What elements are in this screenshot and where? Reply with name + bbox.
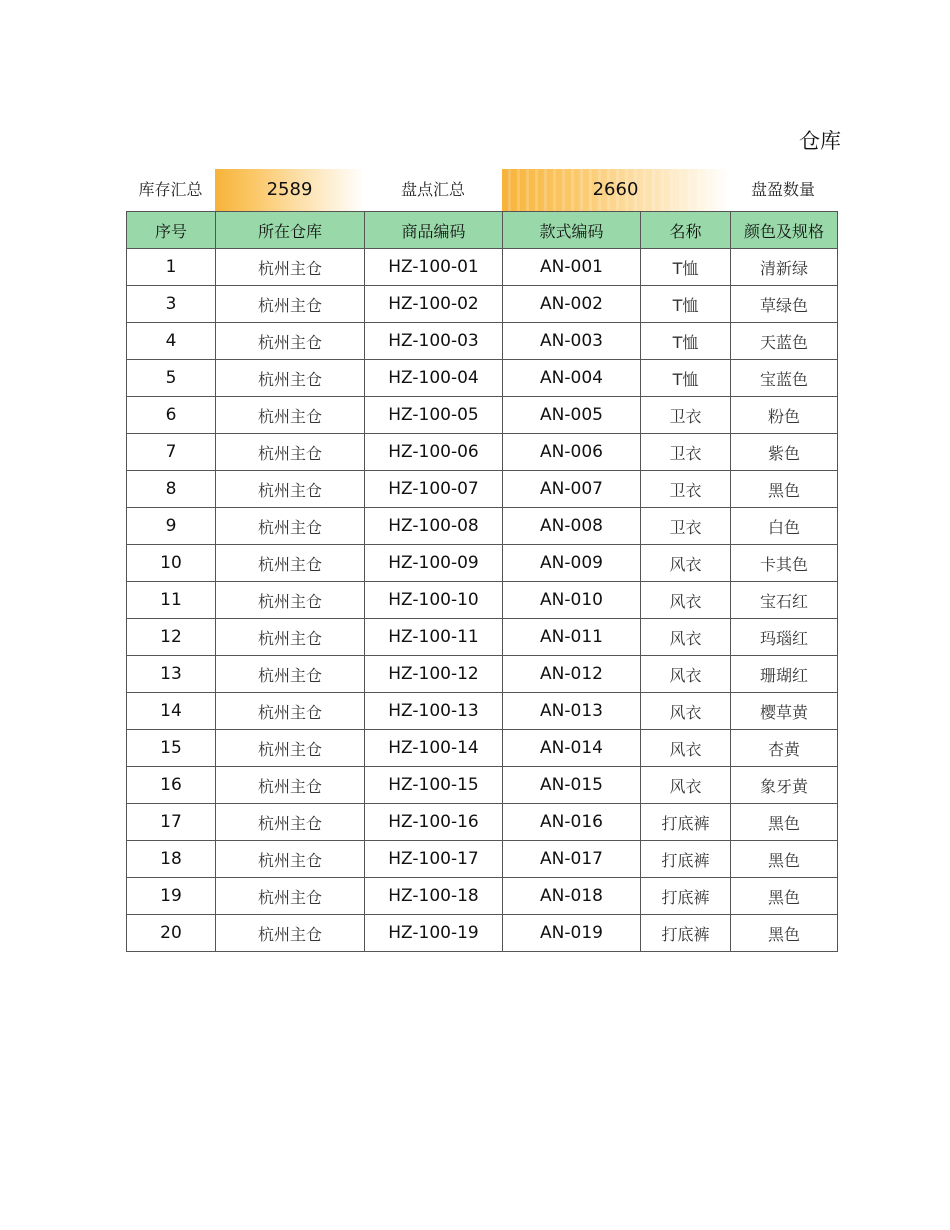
style-code-cell[interactable]: AN-009 (503, 545, 641, 582)
style-code-cell[interactable]: AN-002 (503, 286, 641, 323)
table-row (127, 545, 838, 582)
style-code-cell[interactable]: AN-004 (503, 360, 641, 397)
product-code-cell[interactable]: HZ-100-13 (365, 693, 503, 730)
product-code-cell[interactable]: HZ-100-18 (365, 878, 503, 915)
seq-cell[interactable]: 5 (127, 360, 216, 397)
name-cell[interactable]: 风衣 (641, 730, 731, 767)
warehouse-cell[interactable]: 杭州主仓 (216, 841, 365, 878)
color-spec-cell[interactable]: 黑色 (731, 841, 838, 878)
name-cell[interactable]: 打底裤 (641, 804, 731, 841)
seq-cell[interactable]: 12 (127, 619, 216, 656)
color-spec-cell[interactable]: 珊瑚红 (731, 656, 838, 693)
table-row (127, 656, 838, 693)
style-code-cell[interactable]: AN-006 (503, 434, 641, 471)
product-code-cell[interactable]: HZ-100-09 (365, 545, 503, 582)
seq-cell[interactable]: 19 (127, 878, 216, 915)
style-code-cell[interactable]: AN-005 (503, 397, 641, 434)
warehouse-cell[interactable]: 杭州主仓 (216, 286, 365, 323)
seq-cell[interactable]: 6 (127, 397, 216, 434)
name-cell[interactable]: 打底裤 (641, 878, 731, 915)
name-cell[interactable]: 风衣 (641, 767, 731, 804)
product-code-cell[interactable]: HZ-100-10 (365, 582, 503, 619)
style-code-cell[interactable]: AN-001 (503, 249, 641, 286)
color-spec-cell[interactable]: 宝蓝色 (731, 360, 838, 397)
seq-cell[interactable]: 8 (127, 471, 216, 508)
product-code-cell[interactable]: HZ-100-14 (365, 730, 503, 767)
seq-cell[interactable]: 7 (127, 434, 216, 471)
color-spec-cell[interactable]: 象牙黄 (731, 767, 838, 804)
style-code-cell[interactable]: AN-019 (503, 915, 641, 952)
table-row (127, 508, 838, 545)
style-code-cell[interactable]: AN-011 (503, 619, 641, 656)
seq-cell[interactable]: 13 (127, 656, 216, 693)
header-cell: 颜色及规格 (731, 212, 838, 249)
color-spec-cell[interactable]: 紫色 (731, 434, 838, 471)
style-code-cell[interactable]: AN-017 (503, 841, 641, 878)
product-code-cell[interactable]: HZ-100-19 (365, 915, 503, 952)
style-code-cell[interactable]: AN-003 (503, 323, 641, 360)
header-cell: 商品编码 (365, 212, 503, 249)
color-spec-cell[interactable]: 天蓝色 (731, 323, 838, 360)
warehouse-cell[interactable]: 杭州主仓 (216, 582, 365, 619)
product-code-cell[interactable]: HZ-100-17 (365, 841, 503, 878)
name-cell[interactable]: 打底裤 (641, 915, 731, 952)
color-spec-cell[interactable]: 卡其色 (731, 545, 838, 582)
seq-cell[interactable]: 17 (127, 804, 216, 841)
name-cell[interactable]: 风衣 (641, 582, 731, 619)
product-code-cell[interactable]: HZ-100-06 (365, 434, 503, 471)
table-row (127, 730, 838, 767)
style-code-cell[interactable]: AN-018 (503, 878, 641, 915)
seq-cell[interactable]: 11 (127, 582, 216, 619)
product-code-cell[interactable]: HZ-100-02 (365, 286, 503, 323)
count-total-value[interactable]: 2660 (502, 169, 729, 211)
color-spec-cell[interactable]: 杏黄 (731, 730, 838, 767)
warehouse-cell[interactable]: 杭州主仓 (216, 545, 365, 582)
warehouse-cell[interactable]: 杭州主仓 (216, 804, 365, 841)
warehouse-cell[interactable]: 杭州主仓 (216, 693, 365, 730)
warehouse-cell[interactable]: 杭州主仓 (216, 434, 365, 471)
color-spec-cell[interactable]: 黑色 (731, 471, 838, 508)
header-cell: 所在仓库 (216, 212, 365, 249)
warehouse-cell[interactable]: 杭州主仓 (216, 767, 365, 804)
table-row (127, 471, 838, 508)
product-code-cell[interactable]: HZ-100-05 (365, 397, 503, 434)
table-row (127, 434, 838, 471)
style-code-cell[interactable]: AN-015 (503, 767, 641, 804)
product-code-cell[interactable]: HZ-100-15 (365, 767, 503, 804)
table-row (127, 767, 838, 804)
style-code-cell[interactable]: AN-013 (503, 693, 641, 730)
style-code-cell[interactable]: AN-007 (503, 471, 641, 508)
page-title: 仓库 (799, 129, 841, 153)
seq-cell[interactable]: 16 (127, 767, 216, 804)
color-spec-cell[interactable]: 白色 (731, 508, 838, 545)
warehouse-cell[interactable]: 杭州主仓 (216, 397, 365, 434)
name-cell[interactable]: 风衣 (641, 693, 731, 730)
warehouse-cell[interactable]: 杭州主仓 (216, 915, 365, 952)
warehouse-cell[interactable]: 杭州主仓 (216, 730, 365, 767)
product-code-cell[interactable]: HZ-100-08 (365, 508, 503, 545)
seq-cell[interactable]: 10 (127, 545, 216, 582)
table-row (127, 397, 838, 434)
color-spec-cell[interactable]: 粉色 (731, 397, 838, 434)
table-header-row (127, 212, 838, 249)
header-cell: 序号 (127, 212, 216, 249)
name-cell[interactable]: T恤 (641, 360, 731, 397)
style-code-cell[interactable]: AN-010 (503, 582, 641, 619)
style-code-cell[interactable]: AN-016 (503, 804, 641, 841)
seq-cell[interactable]: 20 (127, 915, 216, 952)
table-row (127, 286, 838, 323)
name-cell[interactable]: 卫衣 (641, 434, 731, 471)
surplus-label: 盘盈数量 (750, 180, 815, 199)
name-cell[interactable]: T恤 (641, 249, 731, 286)
table-row (127, 915, 838, 952)
name-cell[interactable]: T恤 (641, 286, 731, 323)
stock-total-value[interactable]: 2589 (215, 169, 364, 211)
summary-row (126, 169, 837, 211)
table-row (127, 804, 838, 841)
color-spec-cell[interactable]: 黑色 (731, 804, 838, 841)
product-code-cell[interactable]: HZ-100-01 (365, 249, 503, 286)
style-code-cell[interactable]: AN-012 (503, 656, 641, 693)
warehouse-cell[interactable]: 杭州主仓 (216, 323, 365, 360)
count-total-label: 盘点汇总 (400, 180, 465, 199)
name-cell[interactable]: 风衣 (641, 545, 731, 582)
color-spec-cell[interactable]: 宝石红 (731, 582, 838, 619)
warehouse-cell[interactable]: 杭州主仓 (216, 360, 365, 397)
color-spec-cell[interactable]: 樱草黄 (731, 693, 838, 730)
seq-cell[interactable]: 15 (127, 730, 216, 767)
warehouse-cell[interactable]: 杭州主仓 (216, 471, 365, 508)
stock-total-label: 库存汇总 (138, 180, 203, 199)
warehouse-cell[interactable]: 杭州主仓 (216, 656, 365, 693)
inventory-table (126, 211, 838, 952)
product-code-cell[interactable]: HZ-100-04 (365, 360, 503, 397)
style-code-cell[interactable]: AN-008 (503, 508, 641, 545)
seq-cell[interactable]: 9 (127, 508, 216, 545)
name-cell[interactable]: 卫衣 (641, 471, 731, 508)
warehouse-cell[interactable]: 杭州主仓 (216, 508, 365, 545)
color-spec-cell[interactable]: 草绿色 (731, 286, 838, 323)
table-row (127, 249, 838, 286)
product-code-cell[interactable]: HZ-100-16 (365, 804, 503, 841)
seq-cell[interactable]: 3 (127, 286, 216, 323)
seq-cell[interactable]: 14 (127, 693, 216, 730)
name-cell[interactable]: 打底裤 (641, 841, 731, 878)
product-code-cell[interactable]: HZ-100-03 (365, 323, 503, 360)
name-cell[interactable]: 卫衣 (641, 397, 731, 434)
warehouse-cell[interactable]: 杭州主仓 (216, 619, 365, 656)
table-row (127, 619, 838, 656)
name-cell[interactable]: T恤 (641, 323, 731, 360)
color-spec-cell[interactable]: 清新绿 (731, 249, 838, 286)
warehouse-cell[interactable]: 杭州主仓 (216, 249, 365, 286)
product-code-cell[interactable]: HZ-100-07 (365, 471, 503, 508)
warehouse-cell[interactable]: 杭州主仓 (216, 878, 365, 915)
table-row (127, 323, 838, 360)
color-spec-cell[interactable]: 玛瑙红 (731, 619, 838, 656)
table-row (127, 878, 838, 915)
header-cell: 款式编码 (503, 212, 641, 249)
seq-cell[interactable]: 1 (127, 249, 216, 286)
name-cell[interactable]: 风衣 (641, 619, 731, 656)
table-row (127, 841, 838, 878)
header-cell: 名称 (641, 212, 731, 249)
name-cell[interactable]: 卫衣 (641, 508, 731, 545)
name-cell[interactable]: 风衣 (641, 656, 731, 693)
style-code-cell[interactable]: AN-014 (503, 730, 641, 767)
color-spec-cell[interactable]: 黑色 (731, 915, 838, 952)
color-spec-cell[interactable]: 黑色 (731, 878, 838, 915)
seq-cell[interactable]: 18 (127, 841, 216, 878)
product-code-cell[interactable]: HZ-100-12 (365, 656, 503, 693)
table-row (127, 360, 838, 397)
product-code-cell[interactable]: HZ-100-11 (365, 619, 503, 656)
table-row (127, 582, 838, 619)
table-row (127, 693, 838, 730)
seq-cell[interactable]: 4 (127, 323, 216, 360)
